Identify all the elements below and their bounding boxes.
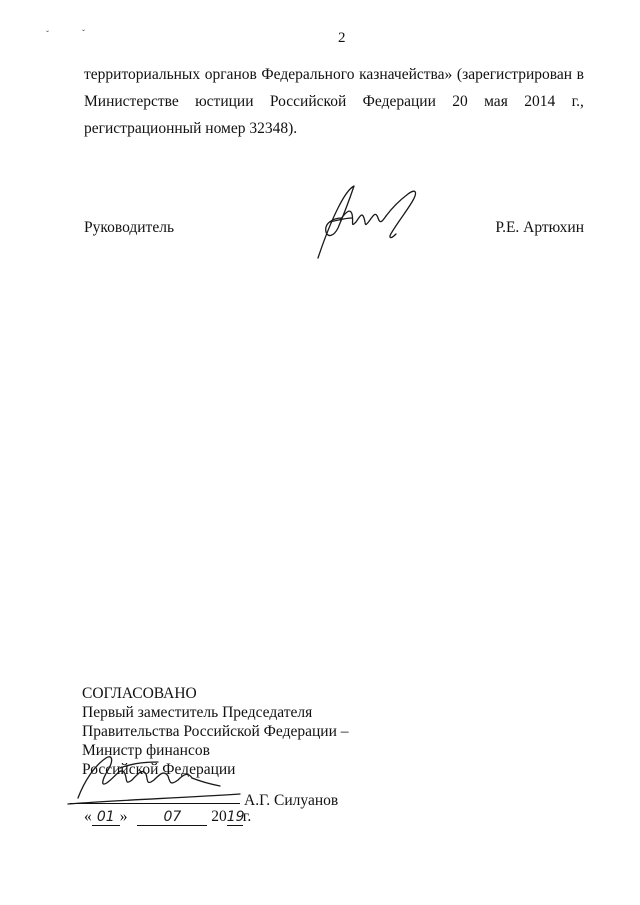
approval-date	[84, 808, 251, 826]
paragraph-line-3: регистрационный номер 32348).	[84, 120, 298, 137]
word: казначейства»	[359, 66, 453, 83]
date-quote-close: »	[119, 808, 128, 825]
date-quote-open: «	[84, 808, 92, 825]
approver-signature-image	[60, 738, 250, 812]
word: в	[576, 66, 584, 83]
head-signature-image	[300, 178, 430, 262]
signature-line	[70, 803, 240, 804]
approval-position-line: Правительства Российской Федерации –	[82, 723, 349, 740]
paragraph-line-1	[84, 63, 584, 86]
word: (зарегистрирован	[456, 66, 573, 83]
body-paragraph	[84, 63, 584, 140]
scan-speck: ˇ	[82, 28, 85, 38]
scan-speck: ˇ	[46, 29, 49, 39]
word: юстиции	[195, 93, 254, 110]
word: Федерального	[261, 66, 355, 83]
date-day: 01	[92, 809, 120, 826]
approval-position-line: Первый заместитель Председателя	[82, 704, 313, 721]
word: Федерации	[362, 93, 436, 110]
date-year-unit: г.	[242, 808, 252, 825]
approval-position-line: Российской Федерации	[82, 761, 236, 778]
page-number: 2	[338, 30, 346, 46]
approval-position-line: Министр финансов	[82, 742, 210, 759]
approver-name: А.Г. Силуанов	[244, 792, 339, 809]
word: органов	[204, 66, 257, 83]
word: г.,	[571, 93, 584, 110]
paragraph-line-2	[84, 90, 584, 113]
word: территориальных	[84, 66, 201, 83]
date-year-suffix: 19	[226, 809, 245, 825]
signatory-name: Р.Е. Артюхин	[495, 219, 584, 236]
word: 20	[452, 93, 468, 110]
word: мая	[484, 93, 508, 110]
date-year-prefix: 20	[211, 808, 227, 825]
word: Министерстве	[84, 93, 179, 110]
word: 2014	[524, 93, 556, 110]
date-month: 07	[137, 809, 207, 826]
word: Российской	[269, 93, 347, 110]
approval-heading: СОГЛАСОВАНО	[82, 685, 197, 702]
signatory-title: Руководитель	[84, 219, 175, 236]
